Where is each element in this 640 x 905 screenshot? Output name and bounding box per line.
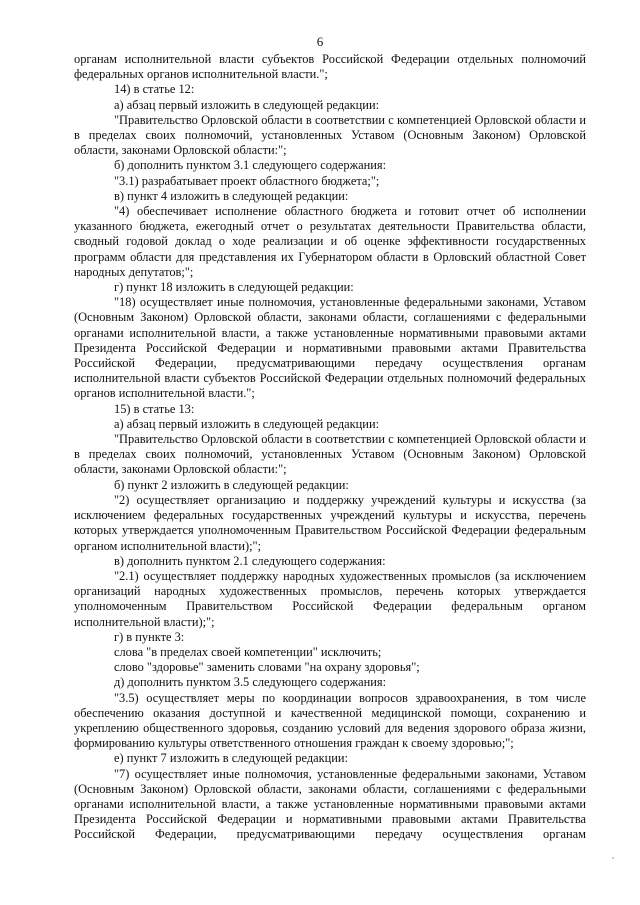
- paragraph: 14) в статье 12:: [114, 82, 195, 97]
- paragraph: "2) осуществляет организацию и поддержку учреждений культуры и искусства (за исключением федеральных государственных учреждений культуры и искусства, перечень которых утверждается уполномоченным Правительством Российской Федерации федеральным органом исполнительной власти);";: [74, 492, 586, 553]
- paragraph: слова "в пределах своей компетенции" исключить;: [114, 644, 382, 659]
- paragraph: а) абзац первый изложить в следующей редакции:: [114, 97, 380, 112]
- paragraph: г) в пункте 3:: [114, 629, 185, 644]
- paragraph: б) пункт 2 изложить в следующей редакции:: [114, 477, 349, 492]
- paragraph: слово "здоровье" заменить словами "на охрану здоровья";: [114, 660, 420, 675]
- paragraph: "Правительство Орловской области в соответствии с компетенцией Орловской области и в пределах своих полномочий, установленных Уставом (Основным Законом) Орловской области, законами Орловской области:";: [74, 112, 586, 158]
- paragraph: "2.1) осуществляет поддержку народных художественных промыслов (за исключением организаций народных художественных промыслов, перечень которых утверждается уполномоченным Правительством Российской Федерации федеральным органом исполнительной власти);";: [74, 568, 586, 629]
- paragraph: в) дополнить пунктом 2.1 следующего содержания:: [114, 553, 386, 568]
- paragraph: "4) обеспечивает исполнение областного бюджета и готовит отчет об исполнении указанного бюджета, ежегодный отчет о результатах деятельности Правительства области, сводный годовой доклад о ходе реализации и об оценке эффективности государственных программ области для представления их Губернатором области в Орловский областной Совет народных депутатов;";: [74, 204, 586, 279]
- paragraph: "18) осуществляет иные полномочия, установленные федеральными законами, Уставом (Основным Законом) Орловской области, законами области, соглашениями с федеральными органами исполнительной власти, а также установленные нормативными правовыми актами Президента Российской Федерации и нормативными правовыми актами Правительства Российской Федерации, предусматривающими передачу осуществления органам исполнительной власти субъектов Российской Федерации отдельных полномочий федеральных органов исполнительной власти.";: [74, 295, 586, 401]
- document-body: [74, 52, 586, 843]
- page-number: 6: [316, 34, 324, 49]
- paragraph: е) пункт 7 изложить в следующей редакции:: [114, 751, 348, 766]
- paragraph: а) абзац первый изложить в следующей редакции:: [114, 416, 380, 431]
- paragraph: "3.1) разрабатывает проект областного бюджета;";: [114, 173, 380, 188]
- paragraph: органам исполнительной власти субъектов Российской Федерации отдельных полномочий федеральных органов исполнительной власти.";: [74, 52, 586, 82]
- paragraph: "3.5) осуществляет меры по координации вопросов здравоохранения, в том числе обеспечению оказания доступной и качественной медицинской помощи, сохранению и укреплению общественного здоровья, созданию условий для ведения здорового образа жизни, формированию культуры ответственного отношения граждан к своему здоровью;";: [74, 690, 586, 751]
- paragraph: "7) осуществляет иные полномочия, установленные федеральными законами, Уставом (Основным Законом) Орловской области, законами области, соглашениями с федеральными органами исполнительной власти, а также установленные нормативными правовыми актами Президента Российской Федерации и нормативными правовыми актами Правительства Российской Федерации, предусматривающими передачу осуществления органам: [74, 766, 586, 842]
- scan-speck: [612, 857, 614, 859]
- paragraph: г) пункт 18 изложить в следующей редакции:: [114, 280, 354, 295]
- paragraph: д) дополнить пунктом 3.5 следующего содержания:: [114, 675, 387, 690]
- paragraph: в) пункт 4 изложить в следующей редакции:: [114, 188, 349, 203]
- paragraph: 15) в статье 13:: [114, 401, 195, 416]
- paragraph: б) дополнить пунктом 3.1 следующего содержания:: [114, 158, 387, 173]
- paragraph: "Правительство Орловской области в соответствии с компетенцией Орловской области и в пределах своих полномочий, установленных Уставом (Основным Законом) Орловской области, законами Орловской области:";: [74, 432, 586, 477]
